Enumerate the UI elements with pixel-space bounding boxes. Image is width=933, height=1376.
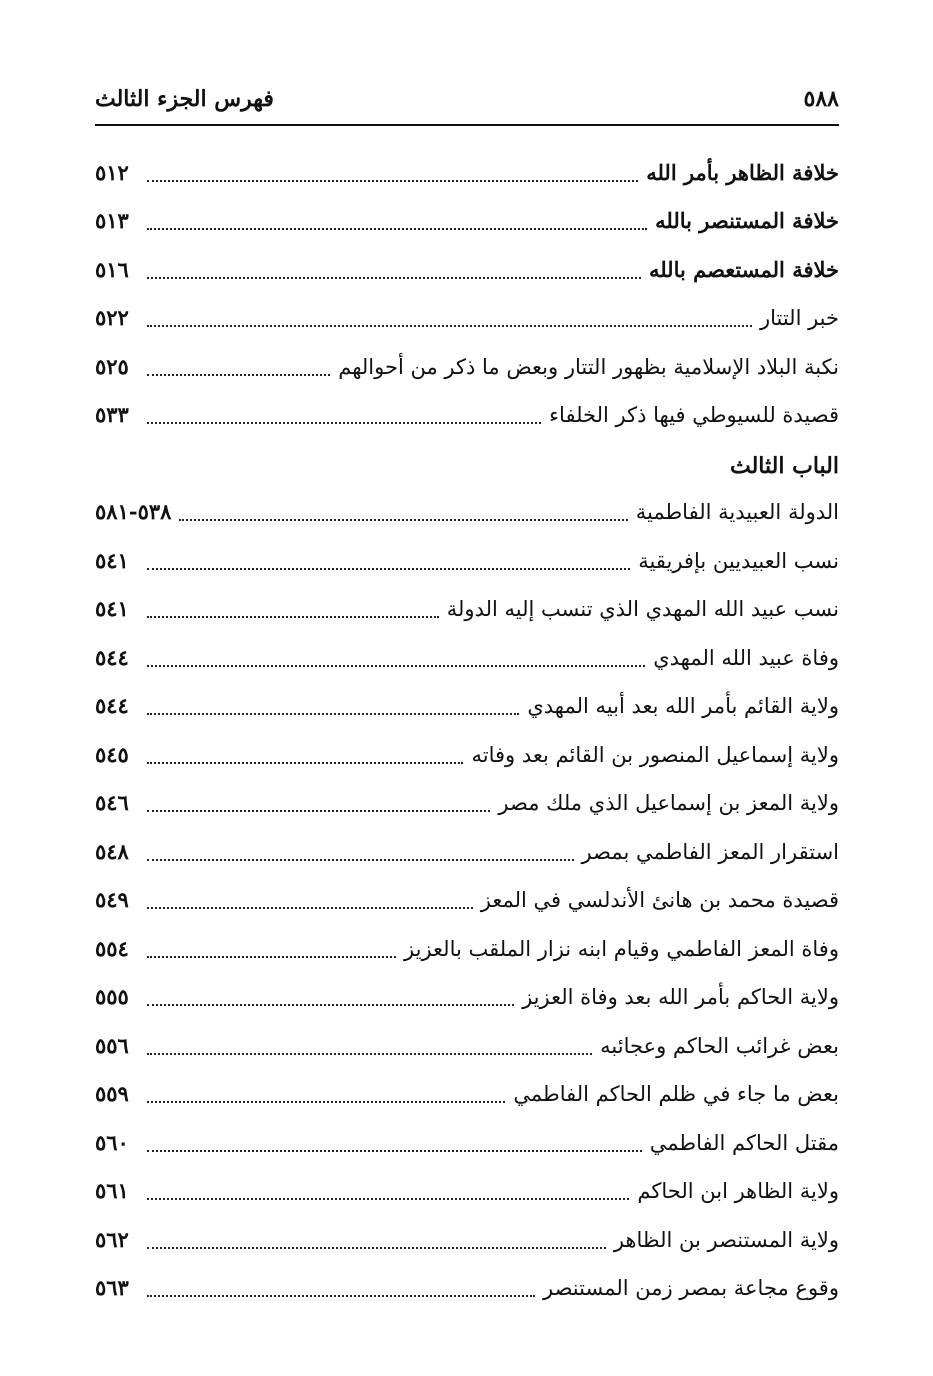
- toc-entry-page: ٥٦٠: [95, 1129, 129, 1155]
- dot-leader: [147, 373, 330, 376]
- toc-entry: [95, 1162, 839, 1211]
- dot-leader: [147, 664, 645, 667]
- table-of-contents: [95, 143, 839, 1307]
- toc-entry-title: قصيدة محمد بن هانئ الأندلسي في المعز: [480, 888, 839, 912]
- toc-entry: [95, 1065, 839, 1114]
- toc-entry-page: ٥١٦: [95, 256, 129, 282]
- toc-entry-page: ٥١٣: [95, 208, 129, 233]
- dot-leader: [147, 1197, 629, 1200]
- toc-entry: [95, 143, 839, 192]
- dot-leader: [147, 1100, 505, 1103]
- toc-entry-page: ٥١٢: [95, 159, 129, 185]
- toc-entry-title: بعض غرائب الحاكم وعجائبه: [600, 1033, 839, 1058]
- dot-leader: [147, 1246, 606, 1249]
- toc-entry: [95, 968, 839, 1017]
- toc-group-1: [95, 143, 839, 434]
- toc-entry: [95, 774, 839, 823]
- toc-entry-title: نسب العبيديين بإفريقية: [638, 548, 839, 573]
- toc-entry-page: ٥٦٣: [95, 1275, 129, 1300]
- toc-entry-page: ٥٤٨: [95, 838, 129, 864]
- dot-leader: [147, 906, 473, 909]
- toc-entry-page: ٥٦٢: [95, 1226, 129, 1252]
- toc-entry-title: مقتل الحاكم الفاطمي: [649, 1130, 839, 1155]
- dot-leader: [147, 276, 641, 279]
- toc-entry: [95, 822, 839, 871]
- toc-entry: [95, 1210, 839, 1259]
- dot-leader: [147, 1149, 642, 1152]
- toc-entry-page: ٥٤٦: [95, 790, 129, 815]
- toc-entry-page: ٥٥٩: [95, 1081, 129, 1106]
- dot-leader: [147, 858, 574, 861]
- toc-entry-page: ٥٢٢: [95, 305, 129, 330]
- dot-leader: [147, 227, 647, 230]
- toc-entry-page: ٥٤٤: [95, 644, 129, 670]
- toc-entry-title: وقوع مجاعة بمصر زمن المستنصر: [543, 1276, 839, 1300]
- toc-group-2: [95, 483, 839, 1308]
- toc-entry: [95, 628, 839, 677]
- toc-entry-title: نكبة البلاد الإسلامية بظهور التتار وبعض ما ذكر من أحوالهم: [338, 354, 839, 379]
- toc-entry-page: ٥٤١: [95, 596, 129, 621]
- toc-entry-page: ٥٤٩: [95, 887, 129, 912]
- dot-leader: [147, 1003, 514, 1006]
- toc-entry: [95, 386, 839, 435]
- toc-entry-title: استقرار المعز الفاطمي بمصر: [581, 839, 839, 864]
- toc-entry-title: ولاية الحاكم بأمر الله بعد وفاة العزيز: [522, 985, 839, 1009]
- dot-leader: [147, 179, 638, 182]
- toc-entry: [95, 1113, 839, 1162]
- toc-entry-title: ولاية الظاهر ابن الحاكم: [637, 1179, 839, 1203]
- toc-entry: [95, 192, 839, 241]
- toc-entry-title: قصيدة للسيوطي فيها ذكر الخلفاء: [549, 403, 839, 427]
- toc-entry-title: نسب عبيد الله المهدي الذي تنسب إليه الدولة: [446, 597, 839, 621]
- toc-entry-title: خلافة المستعصم بالله: [648, 256, 839, 282]
- dot-leader: [147, 1052, 592, 1055]
- section-heading: [95, 434, 839, 483]
- dot-leader: [147, 421, 541, 424]
- toc-entry: [95, 871, 839, 920]
- header-divider: [95, 124, 839, 126]
- toc-entry-page: ٥٢٥: [95, 353, 129, 379]
- toc-entry: [95, 483, 839, 532]
- toc-entry-page: ٥٤٤: [95, 693, 129, 718]
- toc-entry: [95, 580, 839, 629]
- toc-entry-title: خلافة الظاهر بأمر الله: [646, 159, 839, 185]
- toc-entry-page: ٥٥٤: [95, 935, 129, 961]
- toc-entry-title: خلافة المستنصر بالله: [655, 208, 839, 233]
- toc-entry-title: وفاة المعز الفاطمي وقيام ابنه نزار الملقب بالعزيز: [404, 936, 839, 961]
- toc-entry: [95, 919, 839, 968]
- section-heading-text: الباب الثالث: [730, 452, 839, 479]
- dot-leader: [147, 324, 752, 327]
- dot-leader: [147, 615, 439, 618]
- page-number: ٥٨٨: [803, 86, 839, 112]
- toc-entry: [95, 240, 839, 289]
- toc-entry-page: ٥٥٥: [95, 984, 129, 1009]
- dot-leader: [147, 1294, 535, 1297]
- dot-leader: [179, 518, 627, 521]
- toc-entry: [95, 725, 839, 774]
- toc-entry-title: ولاية المستنصر بن الظاهر: [613, 1227, 839, 1252]
- toc-entry-page: ٥٤١: [95, 547, 129, 573]
- dot-leader: [147, 955, 396, 958]
- dot-leader: [147, 567, 630, 570]
- toc-entry: [95, 289, 839, 338]
- dot-leader: [147, 809, 490, 812]
- toc-entry-page: ٥٤٥: [95, 741, 129, 767]
- toc-entry: [95, 531, 839, 580]
- dot-leader: [147, 761, 463, 764]
- toc-entry-title: خبر التتار: [759, 306, 839, 330]
- toc-entry-title: بعض ما جاء في ظلم الحاكم الفاطمي: [513, 1082, 839, 1106]
- toc-entry-title: ولاية المعز بن إسماعيل الذي ملك مصر: [498, 791, 839, 815]
- toc-entry: [95, 1259, 839, 1308]
- toc-entry: [95, 1016, 839, 1065]
- toc-entry-page: ٥٥٦: [95, 1032, 129, 1058]
- toc-entry-title: وفاة عبيد الله المهدي: [653, 645, 839, 670]
- toc-entry-page: ٥٦١: [95, 1178, 129, 1203]
- toc-entry-title: الدولة العبيدية الفاطمية: [635, 500, 839, 524]
- toc-entry-title: ولاية إسماعيل المنصور بن القائم بعد وفاته: [471, 742, 839, 767]
- page-title: فهرس الجزء الثالث: [95, 86, 274, 112]
- toc-entry-title: ولاية القائم بأمر الله بعد أبيه المهدي: [527, 694, 839, 718]
- toc-entry: [95, 677, 839, 726]
- page-header: [95, 78, 839, 120]
- toc-entry-page: ٥٣٣: [95, 402, 129, 427]
- toc-entry-page: ٥٣٨-٥٨١: [95, 499, 172, 524]
- dot-leader: [147, 712, 519, 715]
- toc-entry: [95, 337, 839, 386]
